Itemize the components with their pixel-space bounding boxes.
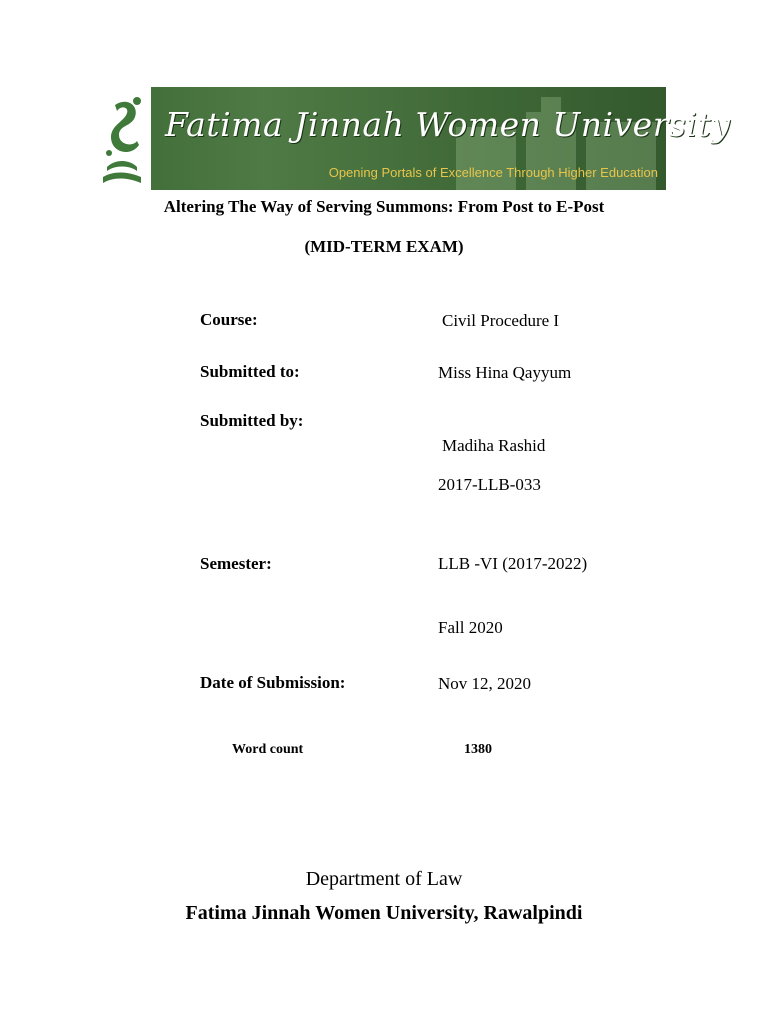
- word-count-label: Word count: [232, 742, 304, 757]
- university-name: Fatima Jinnah Women University: [165, 105, 731, 144]
- institution-name: Fatima Jinnah Women University, Rawalpindi: [185, 902, 583, 924]
- semester-term: Fall 2020: [438, 618, 503, 637]
- course-label: Course:: [200, 310, 258, 329]
- word-count-value: 1380: [464, 742, 492, 757]
- submitted-to-value: Miss Hina Qayyum: [438, 363, 572, 382]
- submission-date-value: Nov 12, 2020: [438, 674, 532, 693]
- submitted-to-label: Submitted to:: [200, 362, 300, 381]
- university-crest-icon: [93, 87, 151, 190]
- department-name: Department of Law: [305, 868, 463, 890]
- student-roll-number: 2017-LLB-033: [438, 475, 541, 494]
- submitted-by-label: Submitted by:: [200, 411, 304, 430]
- exam-type: (MID-TERM EXAM): [304, 237, 464, 256]
- submission-date-label: Date of Submission:: [200, 673, 346, 692]
- semester-label: Semester:: [200, 554, 272, 573]
- university-banner: [93, 87, 731, 190]
- student-name: Madiha Rashid: [442, 436, 546, 455]
- university-tagline: Opening Portals of Excellence Through Higher Education: [328, 165, 658, 180]
- semester-value: LLB -VI (2017-2022): [438, 554, 588, 573]
- course-value: Civil Procedure I: [442, 311, 560, 330]
- document-title: Altering The Way of Serving Summons: From Post to E-Post: [163, 197, 605, 216]
